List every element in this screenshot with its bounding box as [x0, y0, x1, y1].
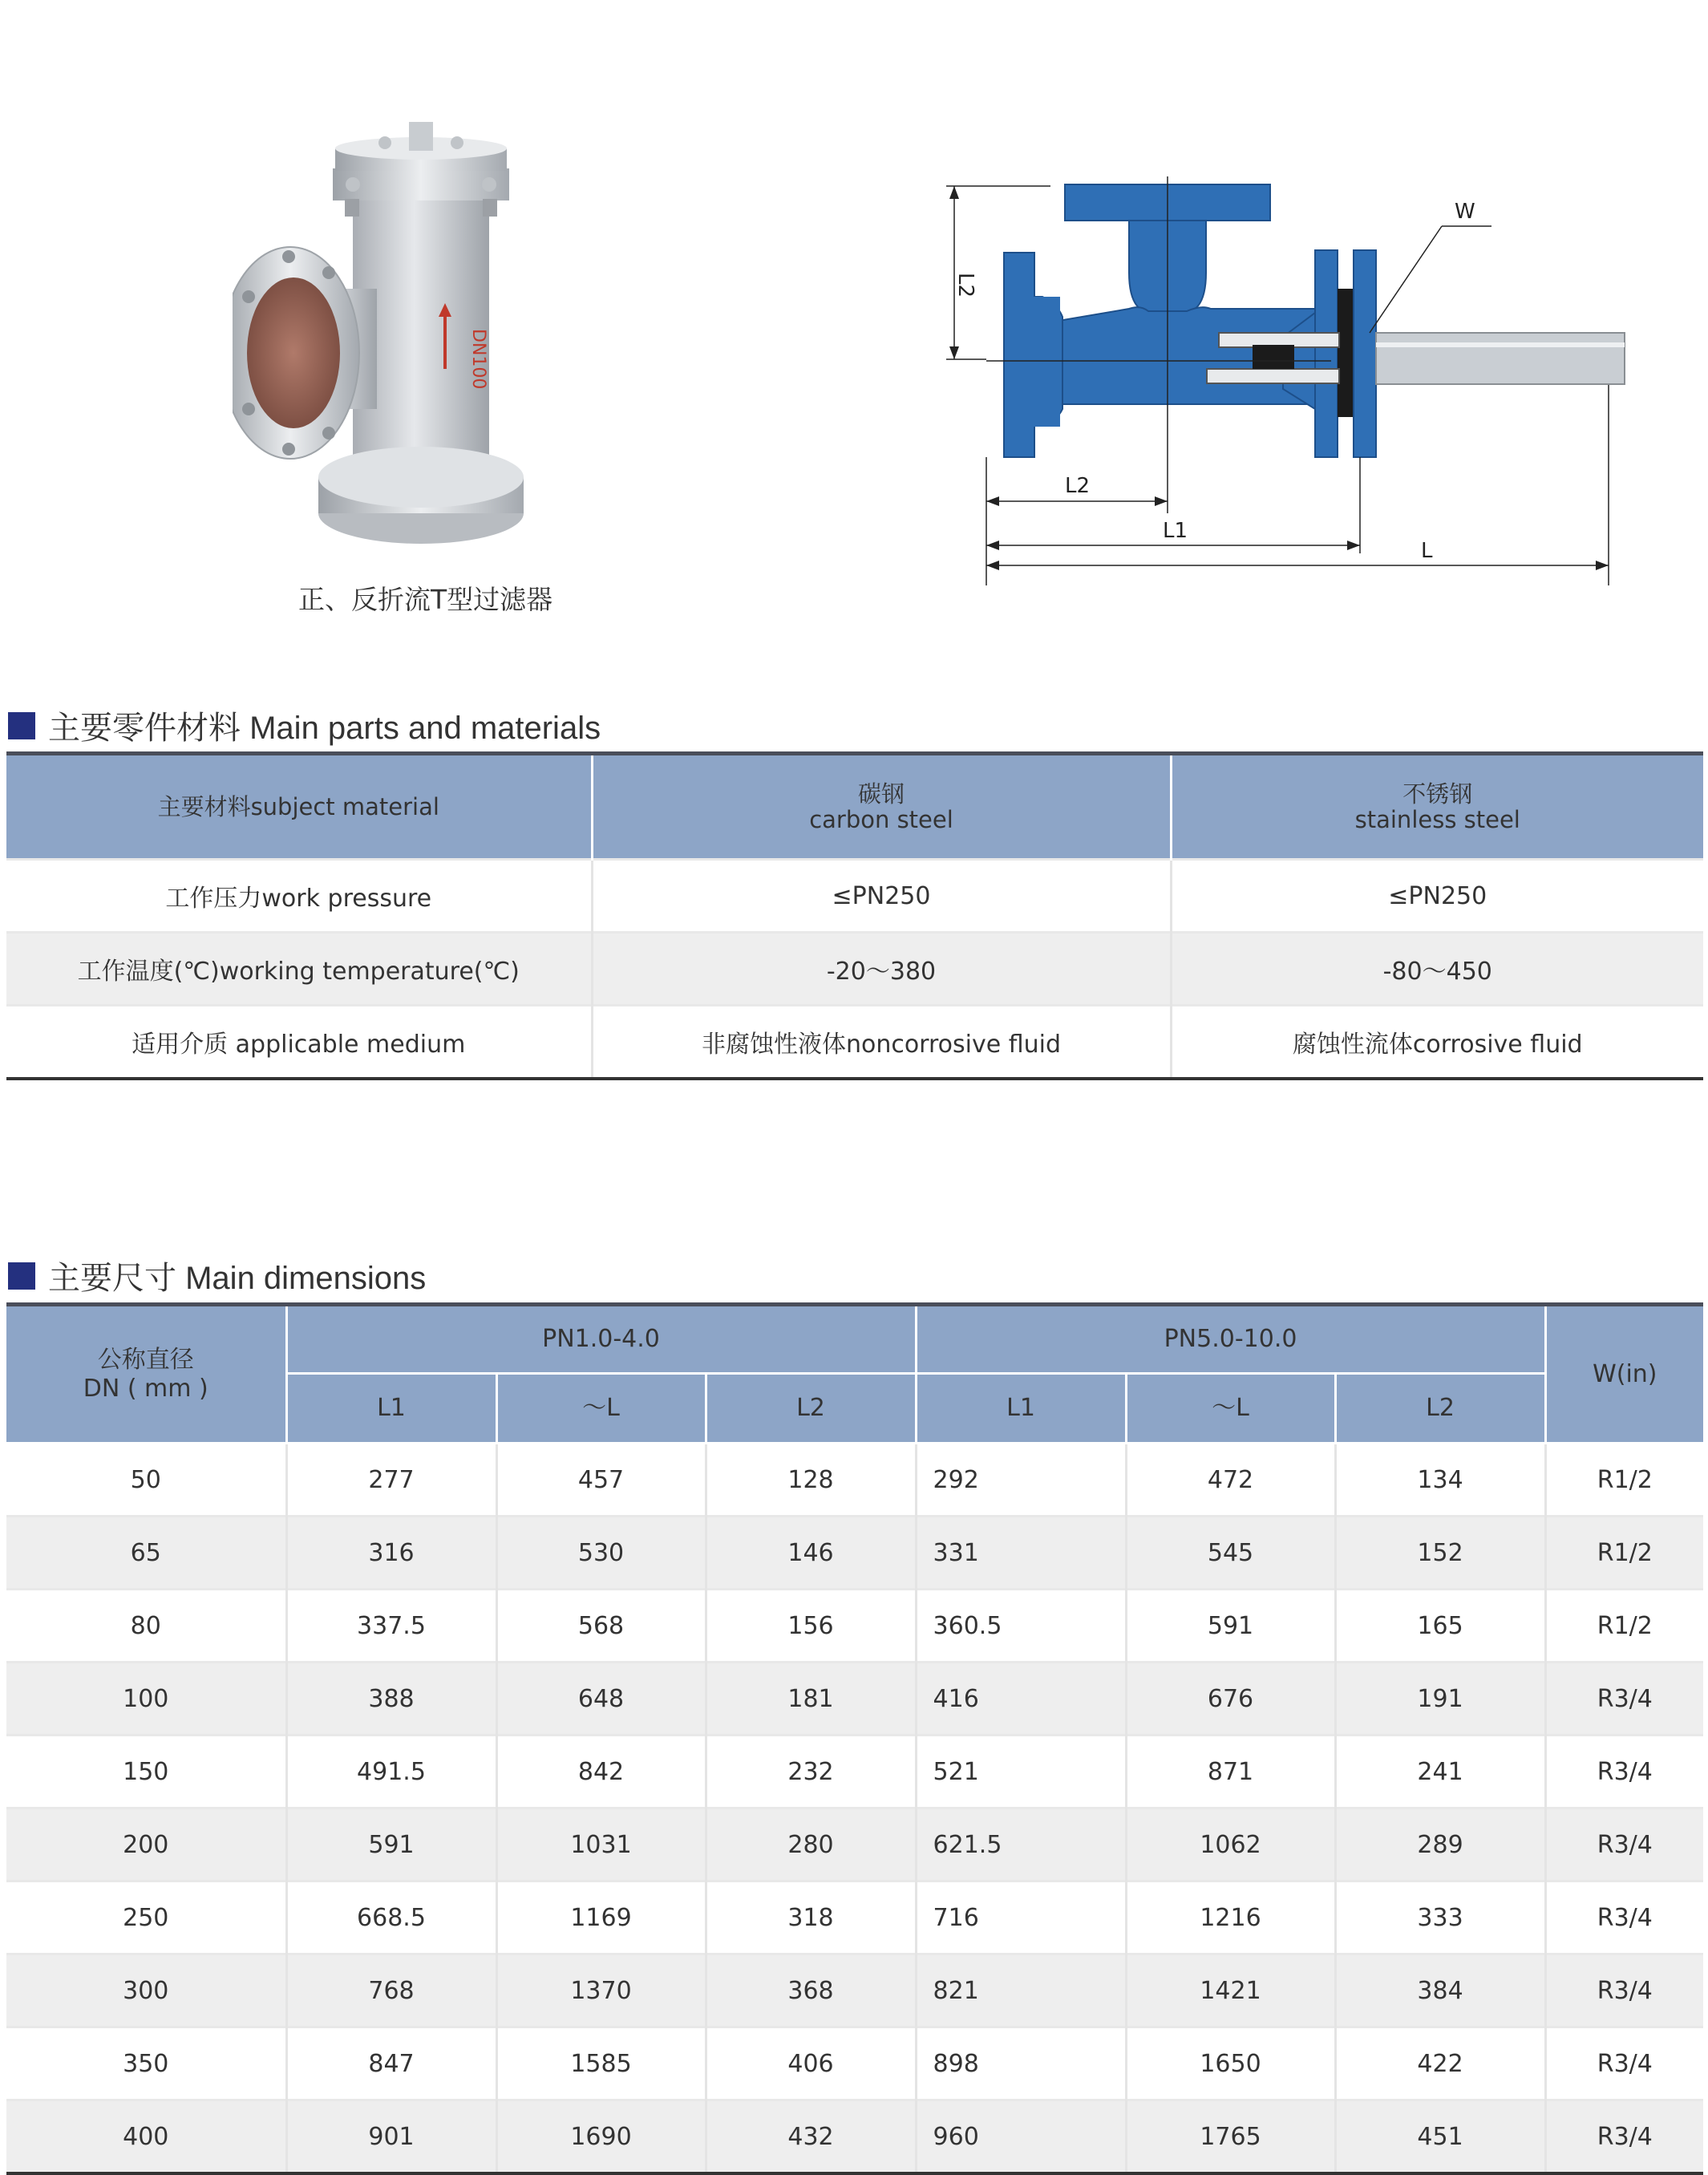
- table-cell: 847: [286, 2027, 496, 2100]
- section-marker-icon: [8, 1262, 35, 1290]
- section-marker-icon: [8, 712, 35, 739]
- dimension-diagram: [930, 176, 1636, 593]
- table-cell: 1765: [1126, 2100, 1335, 2174]
- table-cell: 1062: [1126, 1808, 1335, 1881]
- table-cell: 156: [706, 1590, 916, 1663]
- table-cell: 1421: [1126, 1954, 1335, 2027]
- table-cell: 1690: [496, 2100, 706, 2174]
- table-cell: 457: [496, 1444, 706, 1517]
- table-cell: 368: [706, 1954, 916, 2027]
- table-cell: R3/4: [1545, 1808, 1703, 1881]
- table-cell: 676: [1126, 1663, 1335, 1736]
- header-dn: 公称直径 DN ( mm ): [6, 1305, 286, 1444]
- table-row: [6, 1006, 1703, 1079]
- table-cell: -80～450: [1171, 933, 1703, 1006]
- table-cell: R1/2: [1545, 1444, 1703, 1517]
- row-label: 工作温度(℃)working temperature(℃): [6, 933, 592, 1006]
- table-row: [6, 2100, 1703, 2174]
- table-row: [6, 1808, 1703, 1881]
- table-cell: 648: [496, 1663, 706, 1736]
- table-cell: 716: [916, 1881, 1126, 1954]
- table-cell: 316: [286, 1517, 496, 1590]
- outlet-pipe-shape: [1376, 333, 1625, 384]
- table-row: [6, 1881, 1703, 1954]
- table-cell: 165: [1335, 1590, 1545, 1663]
- table-cell: 331: [916, 1517, 1126, 1590]
- row-dn: 100: [6, 1663, 286, 1736]
- table-cell: 191: [1335, 1663, 1545, 1736]
- dimensions-table: [6, 1302, 1703, 2175]
- table-cell: 668.5: [286, 1881, 496, 1954]
- table-cell: 491.5: [286, 1736, 496, 1808]
- table-cell: R3/4: [1545, 2100, 1703, 2174]
- table-cell: 非腐蚀性液体noncorrosive fluid: [592, 1006, 1171, 1079]
- table-row: [6, 1954, 1703, 2027]
- table-header-row: [6, 754, 1703, 860]
- table-cell: 384: [1335, 1954, 1545, 2027]
- table-cell: 406: [706, 2027, 916, 2100]
- materials-table: [6, 751, 1703, 1080]
- table-cell: 472: [1126, 1444, 1335, 1517]
- subheader-l: ～L: [496, 1374, 706, 1444]
- table-cell: 152: [1335, 1517, 1545, 1590]
- table-row: [6, 1590, 1703, 1663]
- table-cell: 128: [706, 1444, 916, 1517]
- table-cell: 1585: [496, 2027, 706, 2100]
- table-cell: 422: [1335, 2027, 1545, 2100]
- table-cell: 1370: [496, 1954, 706, 2027]
- subheader-l: ～L: [1126, 1374, 1335, 1444]
- t-strainer-photo: [233, 112, 585, 569]
- table-cell: 241: [1335, 1736, 1545, 1808]
- row-dn: 150: [6, 1736, 286, 1808]
- dim-label-l1: L1: [1163, 519, 1188, 543]
- table-cell: 280: [706, 1808, 916, 1881]
- table-cell: 1031: [496, 1808, 706, 1881]
- table-cell: 901: [286, 2100, 496, 2174]
- row-label: 工作压力work pressure: [6, 860, 592, 933]
- table-cell: 181: [706, 1663, 916, 1736]
- dim-label-l: L: [1421, 539, 1433, 563]
- table-cell: 768: [286, 1954, 496, 2027]
- table-cell: 416: [916, 1663, 1126, 1736]
- table-cell: 821: [916, 1954, 1126, 2027]
- table-cell: 898: [916, 2027, 1126, 2100]
- table-cell: 388: [286, 1663, 496, 1736]
- table-cell: 134: [1335, 1444, 1545, 1517]
- materials-section-title: 主要零件材料 Main parts and materials: [8, 703, 601, 748]
- table-cell: 960: [916, 2100, 1126, 2174]
- table-cell: 337.5: [286, 1590, 496, 1663]
- table-cell: R1/2: [1545, 1590, 1703, 1663]
- row-dn: 300: [6, 1954, 286, 2027]
- header-carbon-steel: 碳钢 carbon steel: [592, 754, 1171, 860]
- row-dn: 250: [6, 1881, 286, 1954]
- subheader-l1: L1: [916, 1374, 1126, 1444]
- table-cell: R3/4: [1545, 2027, 1703, 2100]
- casting-mark: DN100: [468, 329, 488, 390]
- table-cell: 360.5: [916, 1590, 1126, 1663]
- table-cell: 591: [286, 1808, 496, 1881]
- table-cell: 621.5: [916, 1808, 1126, 1881]
- table-row: [6, 2027, 1703, 2100]
- table-cell: 451: [1335, 2100, 1545, 2174]
- row-dn: 65: [6, 1517, 286, 1590]
- table-cell: R1/2: [1545, 1517, 1703, 1590]
- table-cell: ≤PN250: [1171, 860, 1703, 933]
- subheader-l2: L2: [706, 1374, 916, 1444]
- subheader-l1: L1: [286, 1374, 496, 1444]
- table-cell: -20～380: [592, 933, 1171, 1006]
- dimensions-section-title: 主要尺寸 Main dimensions: [8, 1253, 426, 1298]
- subheader-l2: L2: [1335, 1374, 1545, 1444]
- table-row: [6, 1444, 1703, 1517]
- table-cell: 腐蚀性流体corrosive fluid: [1171, 1006, 1703, 1079]
- table-row: [6, 1663, 1703, 1736]
- table-cell: 521: [916, 1736, 1126, 1808]
- table-cell: 842: [496, 1736, 706, 1808]
- row-dn: 350: [6, 2027, 286, 2100]
- row-dn: 80: [6, 1590, 286, 1663]
- header-group-pn1-4: PN1.0-4.0: [286, 1305, 916, 1374]
- table-row: [6, 1736, 1703, 1808]
- table-cell: 530: [496, 1517, 706, 1590]
- header-stainless-steel: 不锈钢 stainless steel: [1171, 754, 1703, 860]
- table-row: [6, 1517, 1703, 1590]
- table-cell: 289: [1335, 1808, 1545, 1881]
- table-cell: 432: [706, 2100, 916, 2174]
- outlet-flange-shape: [1354, 250, 1376, 457]
- dim-label-l2-vertical: L2: [953, 273, 977, 298]
- row-dn: 50: [6, 1444, 286, 1517]
- table-row: [6, 860, 1703, 933]
- row-label: 适用介质 applicable medium: [6, 1006, 592, 1079]
- table-cell: 318: [706, 1881, 916, 1954]
- table-cell: 568: [496, 1590, 706, 1663]
- header-w: W(in): [1545, 1305, 1703, 1444]
- table-cell: 1650: [1126, 2027, 1335, 2100]
- row-dn: 200: [6, 1808, 286, 1881]
- table-cell: 591: [1126, 1590, 1335, 1663]
- table-cell: R3/4: [1545, 1736, 1703, 1808]
- table-cell: 333: [1335, 1881, 1545, 1954]
- table-cell: R3/4: [1545, 1881, 1703, 1954]
- table-cell: R3/4: [1545, 1663, 1703, 1736]
- table-row: [6, 933, 1703, 1006]
- product-illustration: [233, 112, 585, 569]
- header-group-pn5-10: PN5.0-10.0: [916, 1305, 1545, 1374]
- table-cell: 1216: [1126, 1881, 1335, 1954]
- table-cell: 232: [706, 1736, 916, 1808]
- dim-label-l2: L2: [1065, 474, 1091, 498]
- table-cell: R3/4: [1545, 1954, 1703, 2027]
- table-cell: 277: [286, 1444, 496, 1517]
- dim-label-w: W: [1455, 200, 1475, 224]
- row-dn: 400: [6, 2100, 286, 2174]
- table-cell: 1169: [496, 1881, 706, 1954]
- table-cell: 871: [1126, 1736, 1335, 1808]
- table-cell: 292: [916, 1444, 1126, 1517]
- table-header-row: [6, 1305, 1703, 1374]
- table-cell: ≤PN250: [592, 860, 1171, 933]
- product-caption: 正、反折流T型过滤器: [298, 584, 553, 615]
- header-subject-material: 主要材料subject material: [6, 754, 592, 860]
- table-cell: 545: [1126, 1517, 1335, 1590]
- table-cell: 146: [706, 1517, 916, 1590]
